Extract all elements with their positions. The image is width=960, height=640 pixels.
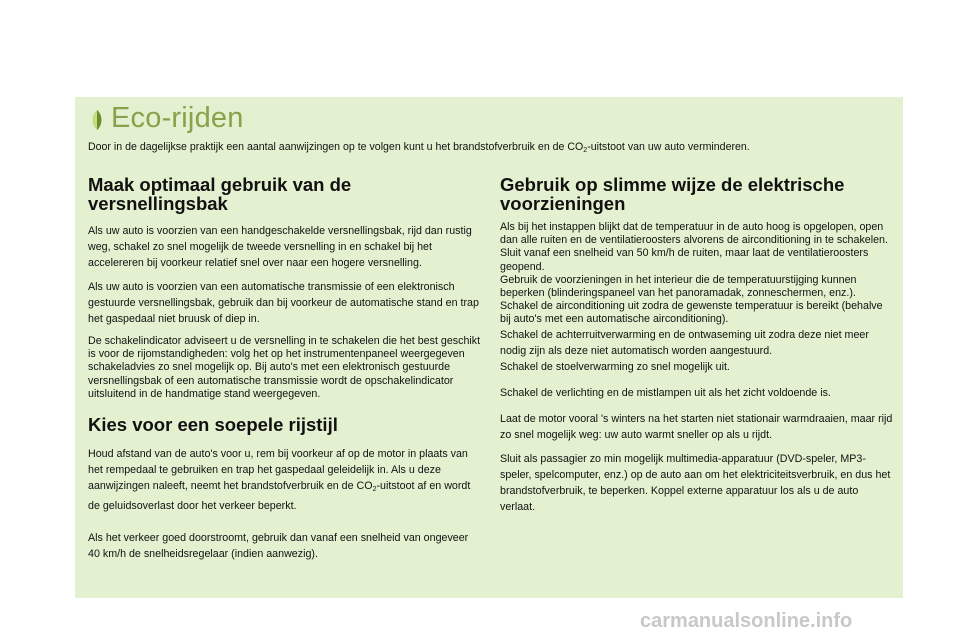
paragraph: Sluit als passagier zo min mogelijk multimedia-apparatuur (DVD-speler, MP3-speler, spelcomputer, enz.) op de auto aan om het elektriciteitsverbruik, en dus het brandstofverbruik, te beperken. Koppel externe apparatuur los als u de auto verlaat. <box>500 452 891 513</box>
paragraph: Laat de motor vooral 's winters na het starten niet stationair warmdraaien, maar rijd zo snel mogelijk weg: uw auto warmt sneller op als u rijdt. <box>500 412 893 441</box>
section-heading-gearbox: Maak optimaal gebruik van de versnellingsbak <box>88 174 352 214</box>
left-column <box>88 175 483 570</box>
watermark: carmanualsonline.info <box>640 610 853 632</box>
paragraph: De schakelindicator adviseert u de versnelling in te schakelen die het best geschikt is voor de rijomstandigheden: volg het op het instrumentenpaneel weergegeven schakeladvies zo snel mogelijk op. Bij auto's met een elektronisch gestuurde versnellingsbak of een automatische transmissie wordt de opschakelindicator uitsluitend in de handmatige stand weergegeven. <box>88 335 481 400</box>
paragraph: Schakel de stoelverwarming zo snel mogelijk uit. <box>500 360 730 373</box>
page-title: Eco-rijden <box>111 102 244 134</box>
paragraph: Schakel de achterruitverwarming en de ontwaseming uit zodra deze niet meer nodig zijn als deze niet automatisch worden aangestuurd. <box>500 328 869 357</box>
right-column <box>500 175 894 523</box>
paragraph: Als uw auto is voorzien van een automatische transmissie of een elektronisch gestuurde versnellingsbak, gebruik dan bij voorkeur de automatische stand en trap het gaspedaal niet bruusk of diep in. <box>88 281 479 325</box>
leaf-icon <box>88 109 106 131</box>
intro-text: Door in de dagelijkse praktijk een aantal aanwijzingen op te volgen kunt u het brandstofverbruik en de $CO_2$-uitstoot van uw auto verminderen. <box>88 141 750 154</box>
paragraph: Schakel de verlichting en de mistlampen uit als het zicht voldoende is. <box>500 386 831 399</box>
paragraph: Houd afstand van de auto's voor u, rem bij voorkeur af op de motor in plaats van het rempedaal te gebruiken en trap het gaspedaal geleidelijk in. Als u deze aanwijzingen naleeft, neemt het brandstofverbruik en de $CO_2$-uitstoot af en wordt de geluidsoverlast door het verkeer beperkt. <box>88 448 471 513</box>
section-heading-driving-style: Kies voor een soepele rijstijl <box>88 414 338 436</box>
section-heading-electrical: Gebruik op slimme wijze de elektrische voorzieningen <box>500 174 845 214</box>
paragraph: Als het verkeer goed doorstroomt, gebruik dan vanaf een snelheid van ongeveer 40 km/h de snelheidsregelaar (indien aanwezig). <box>88 532 469 561</box>
paragraph: Als uw auto is voorzien van een handgeschakelde versnellingsbak, rijd dan rustig weg, schakel zo snel mogelijk de tweede versnelling in en schakel bij het accelereren bij voorkeur relatief snel over naar een hogere versnelling. <box>88 225 472 269</box>
paragraph: Als bij het instappen blijkt dat de temperatuur in de auto hoog is opgelopen, open dan alle ruiten en de ventilatieroosters alvorens de airconditioning in te schakelen. Sluit vanaf een snelheid van 50 km/h de ruiten, maar laat de ventilatieroosters geopend. Gebruik de voorzieningen in het interieur die de temperatuurstijging kunnen beperken (blinderingspaneel van het panoramadak, zonneschermen, enz.). Schakel de airconditioning uit zodra de gewenste temperatuur is bereikt (behalve bij auto's met een automatische airconditioning). <box>500 221 888 326</box>
